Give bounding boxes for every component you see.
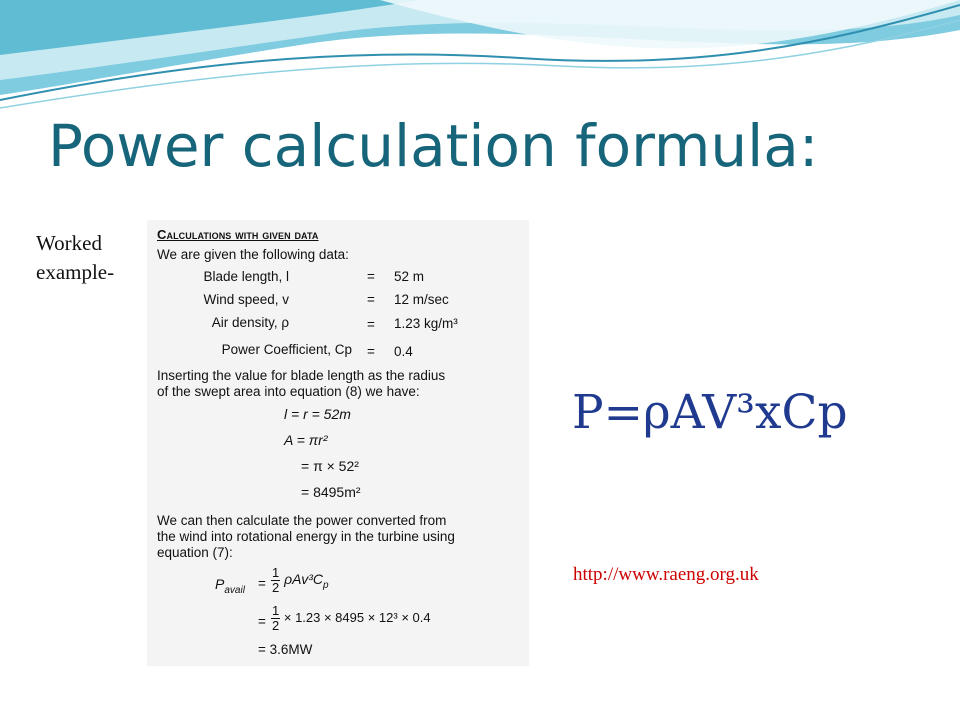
inserting-text-line1: Inserting the value for blade length as the radius <box>157 368 446 383</box>
given-eq: = <box>367 344 375 359</box>
power-result: = 3.6MW <box>258 642 313 657</box>
area-step: l = r = 52m <box>284 406 351 422</box>
power-step2: $\frac{1}{2}$ × 1.23 × 8495 × 12³ × 0.4 <box>272 603 431 633</box>
power-text-line1: We can then calculate the power converted from <box>157 513 447 528</box>
one-half-fraction: $\frac{1}{2}$ <box>272 565 280 595</box>
power-eq: = <box>258 614 266 629</box>
given-value: 1.23 kg/m³ <box>394 316 458 331</box>
area-step: = π × 52² <box>301 458 359 474</box>
worked-example-label <box>36 229 146 287</box>
power-formula: P=ρAV³xCp <box>572 385 848 440</box>
calc-intro: We are given the following data: <box>157 247 349 262</box>
area-step: = 8495m² <box>301 484 361 500</box>
given-value: 0.4 <box>394 344 413 359</box>
power-step1: $\frac{1}{2}$ $\rho Av^3C_p$ <box>272 565 329 595</box>
given-label: Wind speed, v <box>203 292 289 307</box>
given-label: Blade length, l <box>203 269 289 284</box>
given-label: Power Coefficient, Cp <box>221 342 352 357</box>
calc-heading: Calculations with given data <box>157 227 319 242</box>
power-lhs-symbol: P <box>215 576 225 592</box>
slide-title: Power calculation formula: <box>48 112 819 180</box>
given-eq: = <box>367 317 375 332</box>
given-value: 52 m <box>394 269 425 284</box>
one-half-fraction: $\frac{1}{2}$ <box>272 603 280 633</box>
area-step: A = πr² <box>284 432 328 448</box>
power-text-line2: the wind into rotational energy in the turbine using <box>157 529 455 544</box>
power-text-line3: equation (7): <box>157 545 233 560</box>
power-eq: = <box>258 576 266 591</box>
power-lhs-subscript: avail <box>224 584 245 596</box>
worked-label-line1: Worked <box>36 231 102 255</box>
given-label: Air density, ρ <box>211 315 289 330</box>
power-lhs <box>215 576 245 596</box>
calculation-panel <box>147 220 529 666</box>
source-link[interactable]: http://www.raeng.org.uk <box>573 564 759 585</box>
given-eq: = <box>367 269 375 284</box>
decorative-wave-header <box>0 0 960 120</box>
worked-label-line2: example- <box>36 260 115 284</box>
given-eq: = <box>367 292 375 307</box>
inserting-text-line2: of the swept area into equation (8) we have: <box>157 384 420 399</box>
given-value: 12 m/sec <box>394 292 449 307</box>
